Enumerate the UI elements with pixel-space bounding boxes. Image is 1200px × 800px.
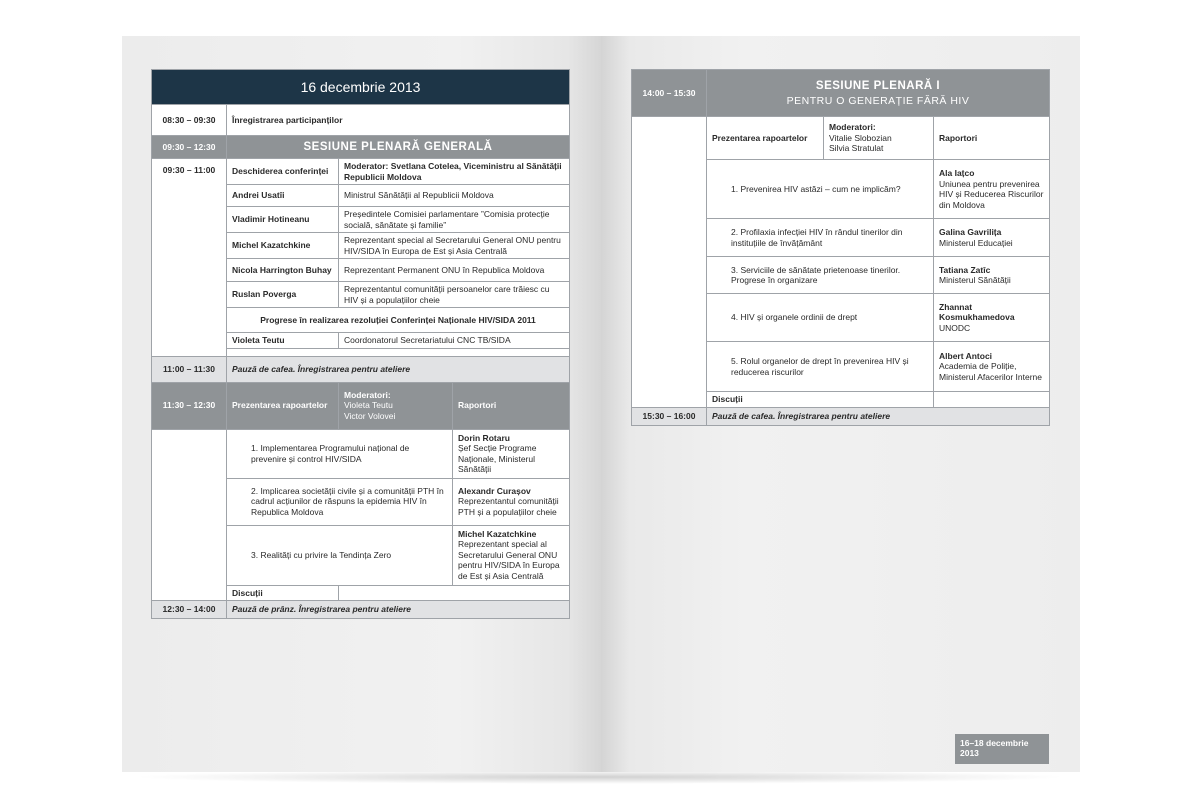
report-rapporteur — [934, 160, 1050, 219]
speaker-role: Reprezentant special al Secretarului General ONU pentru HIV/SIDA în Europa de Est și Asia Centrală — [339, 233, 570, 259]
spacer-cell — [227, 348, 570, 356]
moderators-label: Moderatori: — [344, 389, 391, 400]
rapporteur-role: Reprezentantul comunității PTH și a populațiilor cheie — [458, 496, 559, 517]
report-rapporteur — [934, 219, 1050, 257]
speaker-role: Reprezentant Permanent ONU în Republica Moldova — [339, 259, 570, 282]
discussions-label: Discuții — [707, 392, 934, 408]
time-break2: 12:30 – 14:00 — [152, 601, 227, 619]
rapporteur-role: Academia de Poliție, Ministerul Afacerilor Interne — [939, 361, 1042, 382]
report-topic: 4. HIV și organele ordinii de drept — [707, 294, 934, 342]
plenary-title: SESIUNE PLENARĂ GENERALĂ — [227, 136, 570, 159]
speaker-name: Nicola Harrington Buhay — [227, 259, 339, 282]
speaker-name: Michel Kazatchkine — [227, 233, 339, 259]
rapporteur-role: UNODC — [939, 322, 971, 333]
opening-moderator: Moderator: Svetlana Cotelea, Viceministru al Sănătății Republicii Moldova — [339, 159, 570, 185]
speaker-name: Vladimir Hotineanu — [227, 207, 339, 233]
session-header — [707, 70, 1050, 117]
session-subtitle: PENTRU O GENERAȚIE FĂRĂ HIV — [786, 94, 970, 107]
rapporteur-role: Ministerul Sănătății — [939, 275, 1011, 285]
report-rapporteur — [453, 525, 570, 585]
right-program-table — [631, 69, 1050, 426]
speaker-role: Coordonatorul Secretariatului CNC TB/SIDA — [339, 333, 570, 349]
report-topic: 2. Implicarea societății civile și a comunității PTH în cadrul acțiunilor de răspuns la epidemia HIV în Republica Moldova — [227, 478, 453, 525]
break-text: Pauză de cafea. Înregistrarea pentru ateliere — [707, 407, 1050, 425]
discussions-label: Discuții — [227, 585, 339, 601]
speaker-name: Ruslan Poverga — [227, 282, 339, 308]
moderators-cell — [824, 117, 934, 160]
rapporteur-role: Reprezentant special al Secretarului General ONU pentru HIV/SIDA în Europa de Est și Asia Centrală — [458, 539, 560, 581]
discussions-empty — [934, 392, 1050, 408]
time-registration: 08:30 – 09:30 — [152, 105, 227, 136]
time-break1: 11:00 – 11:30 — [152, 356, 227, 382]
rapporteur-name: Alexandr Curașov — [458, 485, 531, 496]
progress-title: Progrese în realizarea rezoluției Conferinței Naționale HIV/SIDA 2011 — [227, 308, 570, 333]
rapporteur-name: Michel Kazatchkine — [458, 528, 537, 539]
rapporteur-name: Albert Antoci — [939, 350, 993, 361]
report-rapporteur — [934, 294, 1050, 342]
moderators-label: Moderatori: — [829, 122, 876, 133]
rapporteurs-label: Raportori — [453, 382, 570, 429]
moderators-names: Violeta Teutu Victor Volovei — [344, 400, 396, 421]
speaker-name: Violeta Teutu — [227, 333, 339, 349]
time-break: 15:30 – 16:00 — [632, 407, 707, 425]
report-topic: 5. Rolul organelor de drept în prevenirea HIV și reducerea riscurilor — [707, 342, 934, 392]
speaker-role: Președintele Comisiei parlamentare ”Comisia protecție socială, sănătate și familie” — [339, 207, 570, 233]
time-opening: 09:30 – 11:00 — [152, 159, 227, 357]
empty-time-cell — [152, 429, 227, 601]
report-rapporteur — [934, 257, 1050, 294]
registration-text: Înregistrarea participanților — [227, 105, 570, 136]
report-topic: 1. Prevenirea HIV astăzi – cum ne implicăm? — [707, 160, 934, 219]
date-header: 16 decembrie 2013 — [152, 70, 570, 105]
opening-label: Deschiderea conferinței — [227, 159, 339, 185]
book-shadow — [130, 770, 1070, 784]
empty-time-cell — [632, 117, 707, 408]
rapporteurs-label: Raportori — [934, 117, 1050, 160]
moderators-names: Vitalie Slobozian Silvia Stratulat — [829, 132, 892, 154]
report-rapporteur — [934, 342, 1050, 392]
report-topic: 3. Serviciile de sănătate prietenoase tinerilor. Progrese în organizare — [707, 257, 934, 294]
report-topic: 2. Profilaxia infecției HIV în rândul tinerilor din instituțiile de învățământ — [707, 219, 934, 257]
rapporteur-role: Uniunea pentru prevenirea HIV și Reducerea Riscurilor din Moldova — [939, 178, 1044, 210]
rapporteur-name: Dorin Rotaru — [458, 432, 510, 443]
discussions-empty — [339, 585, 570, 601]
speaker-role: Ministrul Sănătății al Republicii Moldova — [339, 185, 570, 207]
rapporteur-role: Ministerul Educației — [939, 237, 1013, 248]
speaker-role: Reprezentantul comunității persoanelor care trăiesc cu HIV și a populațiilor cheie — [339, 282, 570, 308]
report-topic: 3. Realități cu privire la Tendința Zero — [227, 525, 453, 585]
rapporteur-name: Tatiana Zatîc — [939, 264, 991, 275]
report-topic: 1. Implementarea Programului național de prevenire și control HIV/SIDA — [227, 429, 453, 478]
time-reports: 11:30 – 12:30 — [152, 382, 227, 429]
break2-text: Pauză de prânz. Înregistrarea pentru ateliere — [227, 601, 570, 619]
break1-text: Pauză de cafea. Înregistrarea pentru ateliere — [227, 356, 570, 382]
rapporteur-name: Galina Gavrilița — [939, 227, 1002, 237]
reports-label: Prezentarea rapoartelor — [227, 382, 339, 429]
moderators-cell — [339, 382, 453, 429]
footer-date-tab: 16–18 decembrie 2013 — [955, 734, 1049, 764]
time-session: 14:00 – 15:30 — [632, 70, 707, 117]
left-program-table — [151, 69, 570, 619]
report-rapporteur — [453, 478, 570, 525]
reports-label: Prezentarea rapoartelor — [707, 117, 824, 160]
session-title: SESIUNE PLENARĂ I — [815, 79, 941, 92]
rapporteur-role: Șef Secție Programe Naționale, Ministerul Sănătății — [458, 443, 537, 474]
rapporteur-name: Zhannat Kosmukhamedova — [939, 301, 1015, 323]
rapporteur-name: Ala Iațco — [939, 168, 975, 178]
report-rapporteur — [453, 429, 570, 478]
speaker-name: Andrei Usatîi — [227, 185, 339, 207]
time-plenary: 09:30 – 12:30 — [152, 136, 227, 159]
